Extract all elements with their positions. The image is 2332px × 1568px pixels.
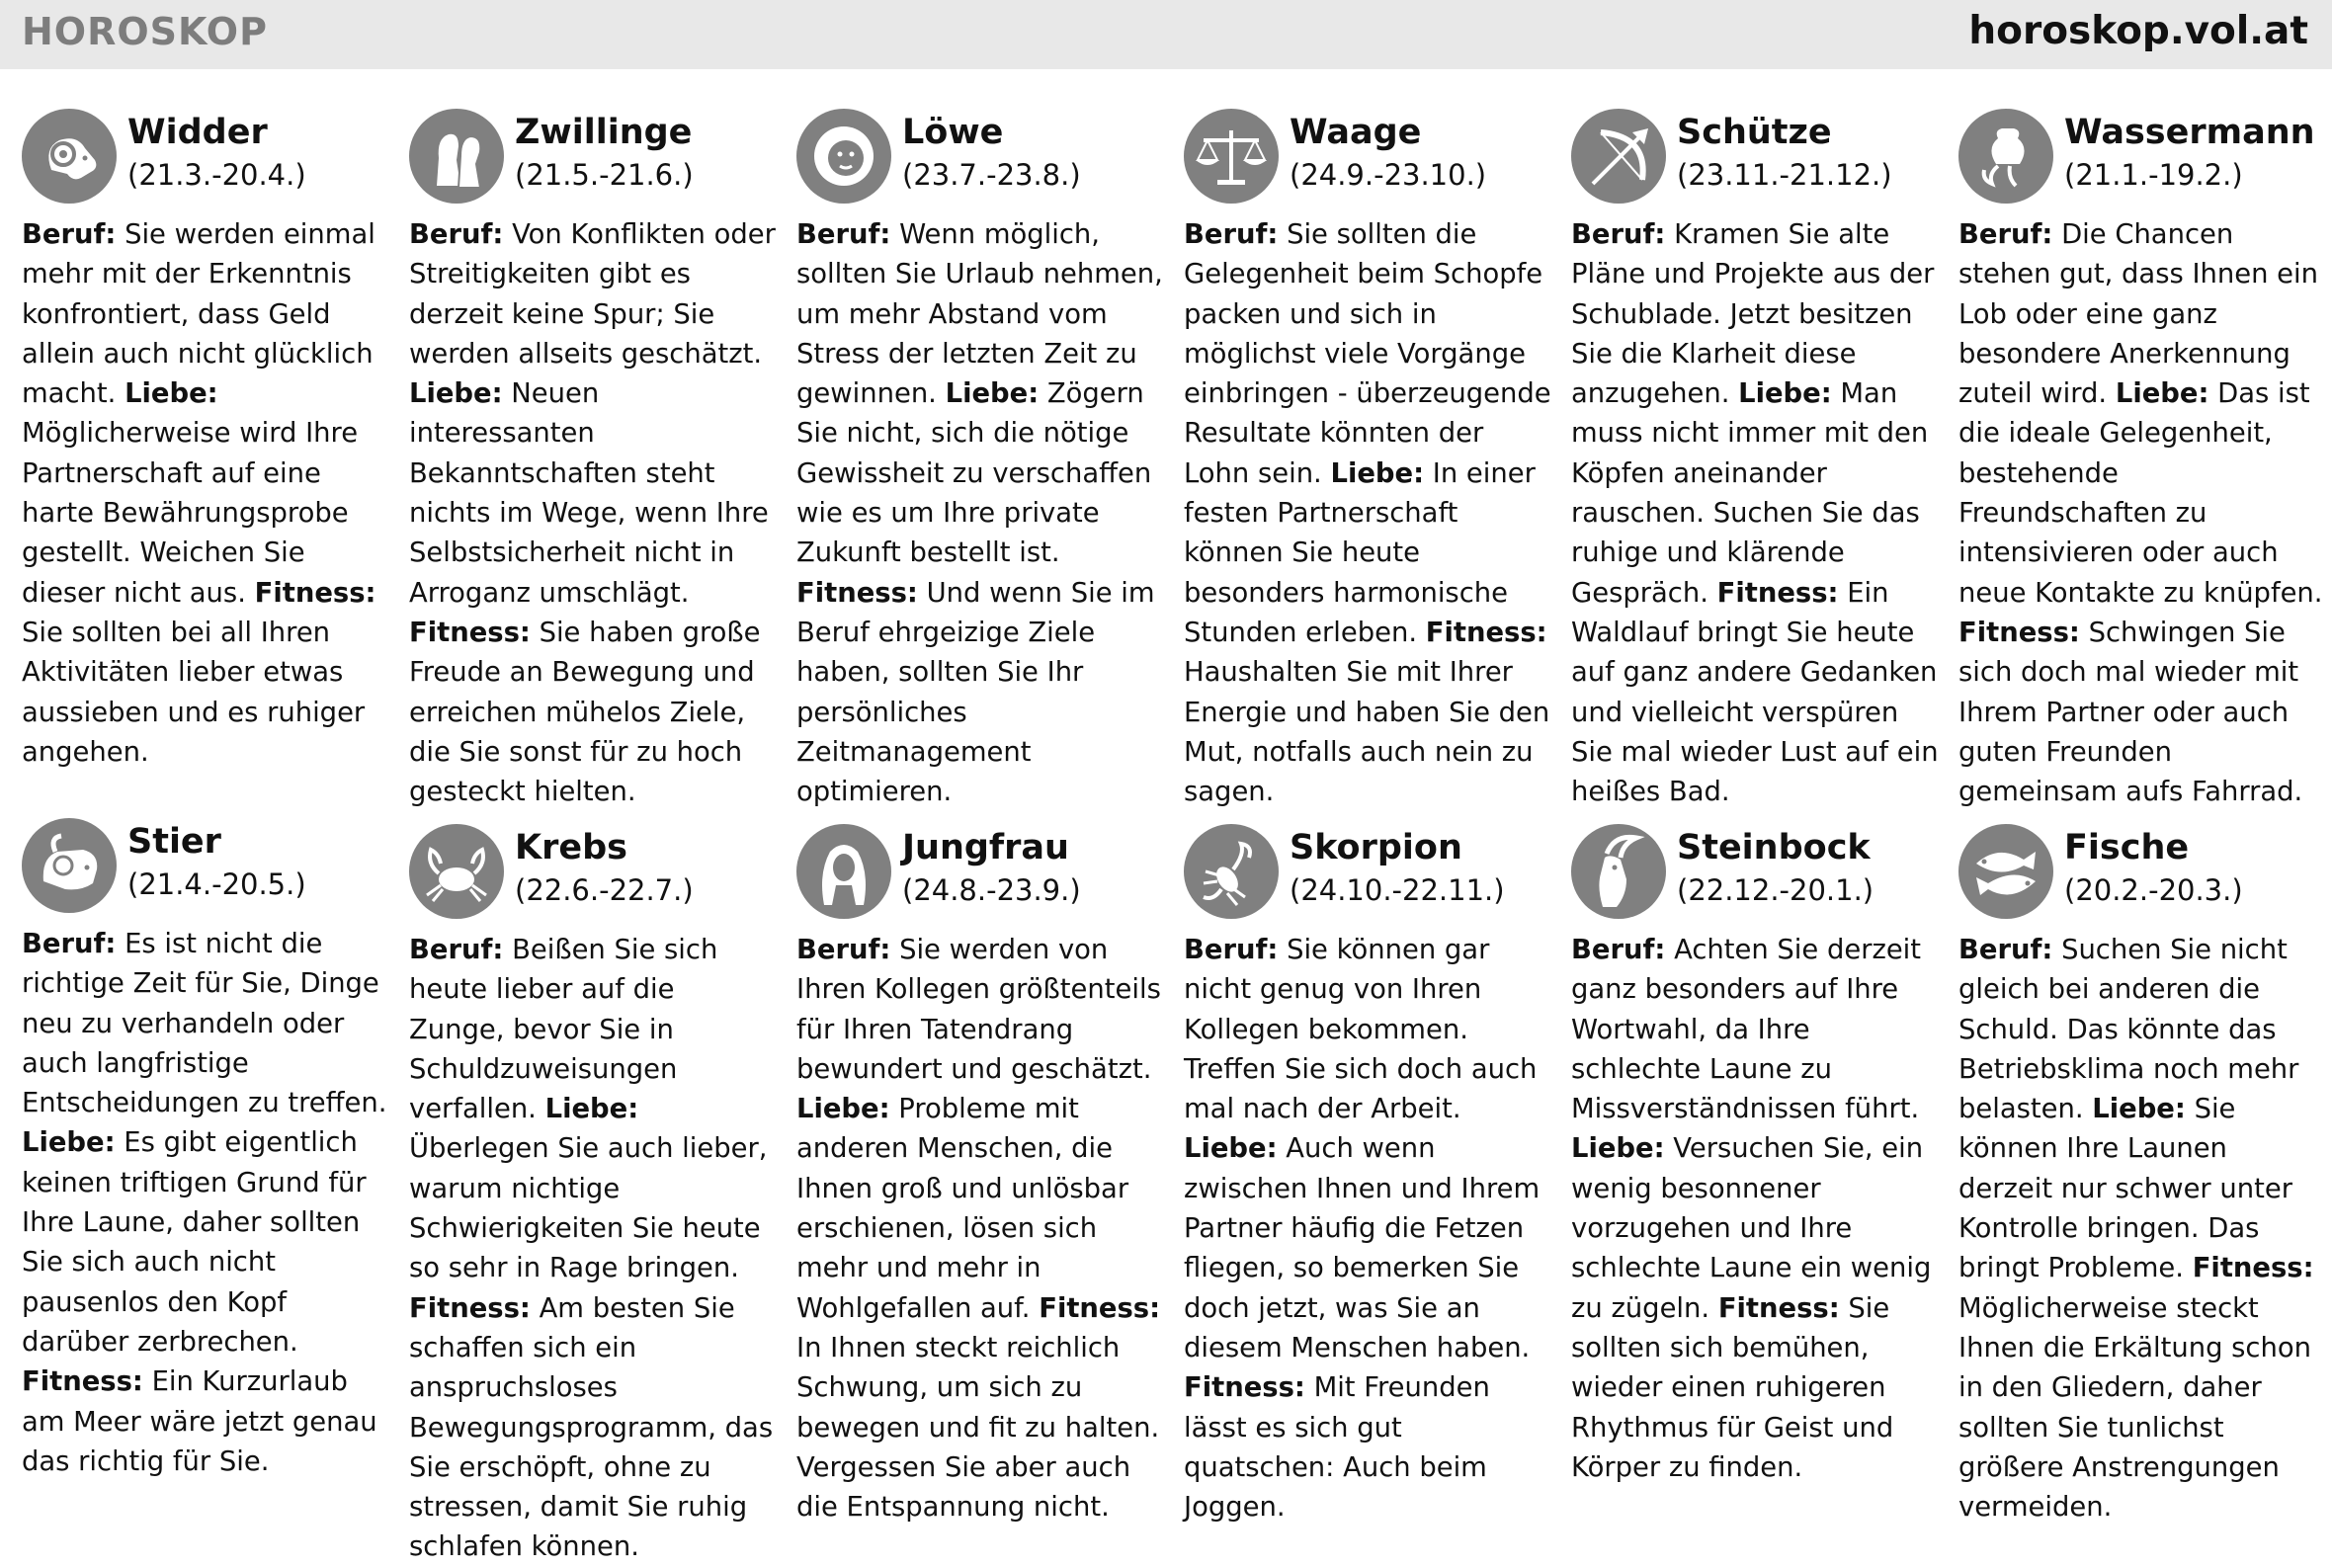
fitness-text: Ein Waldlauf bringt Sie heute auf ganz andere Gedanken und vielleicht verspüren Sie mal wieder Lust auf ein heißes Bad. — [1571, 577, 1939, 808]
sign-card-stier — [22, 818, 389, 1482]
gemini-twins-icon — [409, 109, 504, 204]
virgo-maiden-icon — [796, 824, 891, 919]
love-label: Liebe: — [2115, 378, 2209, 410]
sign-card-widder — [22, 109, 389, 773]
sign-card-zwillinge — [409, 109, 777, 812]
job-text: Wenn möglich, sollten Sie Urlaub nehmen, um mehr Abstand vom Stress der letzten Zeit zu gewinnen. — [796, 219, 1163, 410]
sign-header — [1958, 824, 2326, 931]
love-text: Zögern Sie nicht, sich die nötige Gewissheit zu verschaffen wie es um Ihre private Zukunft bestellt ist. — [796, 378, 1152, 569]
sign-card-jungfrau — [796, 824, 1164, 1527]
love-text: Das ist die ideale Gelegenheit, bestehende Freundschaften zu intensivieren oder auch neue Kontakte zu knüpfen. — [1958, 378, 2323, 609]
fitness-text: Und wenn Sie im Beruf ehrgeizige Ziele haben, sollten Sie Ihr persönliches Zeitmanagement optimieren. — [796, 577, 1155, 808]
sign-name: Schütze — [1677, 113, 1832, 152]
fitness-label: Fitness: — [1184, 1372, 1305, 1404]
job-label: Beruf: — [22, 219, 117, 250]
sign-name: Löwe — [902, 113, 1004, 152]
sign-header — [1571, 109, 1939, 215]
love-label: Liebe: — [2092, 1094, 2186, 1125]
fitness-label: Fitness: — [22, 1366, 143, 1398]
love-label: Liebe: — [1184, 1133, 1278, 1165]
sign-header — [1958, 109, 2326, 215]
sign-header — [1571, 824, 1939, 931]
love-text: Überlegen Sie auch lieber, warum nichtige Schwierigkeiten Sie heute so sehr in Rage bringen. — [409, 1133, 768, 1284]
fitness-label: Fitness: — [254, 577, 376, 609]
sign-name: Steinbock — [1677, 828, 1871, 867]
sign-name: Skorpion — [1290, 828, 1462, 867]
sign-dates: (23.11.-21.12.) — [1677, 158, 1892, 192]
sign-name: Fische — [2064, 828, 2190, 867]
sign-text — [409, 215, 777, 812]
fitness-label: Fitness: — [1039, 1292, 1161, 1324]
sign-dates: (21.1.-19.2.) — [2064, 158, 2243, 192]
sign-header — [796, 109, 1164, 215]
job-label: Beruf: — [1958, 935, 2053, 965]
fitness-label: Fitness: — [409, 1292, 531, 1324]
pisces-fish-icon — [1958, 824, 2053, 919]
job-label: Beruf: — [409, 219, 504, 250]
job-text: Die Chancen stehen gut, dass Ihnen ein Lob oder eine ganz besondere Anerkennung zuteil wird. — [1958, 219, 2318, 410]
love-label: Liebe: — [1571, 1133, 1665, 1165]
fitness-label: Fitness: — [2192, 1253, 2314, 1284]
love-label: Liebe: — [125, 378, 218, 410]
fitness-label: Fitness: — [1958, 617, 2080, 648]
fitness-label: Fitness: — [1716, 577, 1839, 609]
sign-text — [796, 931, 1164, 1527]
fitness-text: Haushalten Sie mit Ihrer Energie und haben Sie den Mut, notfalls auch nein zu sagen. — [1184, 657, 1550, 808]
sign-name: Wassermann — [2064, 113, 2315, 152]
fitness-text: In Ihnen steckt reichlich Schwung, um sich zu bewegen und fit zu halten. Vergessen Sie aber auch die Entspannung nicht. — [796, 1332, 1160, 1524]
love-text: Es gibt eigentlich keinen triftigen Grund für Ihre Laune, daher sollten Sie sich auch nicht pausenlos den Kopf darüber zerbrechen. — [22, 1127, 367, 1358]
taurus-bull-icon — [22, 818, 117, 913]
fitness-label: Fitness: — [409, 617, 531, 648]
sign-card-schuetze — [1571, 109, 1939, 812]
sign-card-krebs — [409, 824, 777, 1568]
job-label: Beruf: — [796, 219, 891, 250]
job-label: Beruf: — [1184, 219, 1279, 250]
love-label: Liebe: — [945, 378, 1040, 410]
capricorn-goat-icon — [1571, 824, 1666, 919]
job-label: Beruf: — [1571, 935, 1666, 965]
sign-header — [1184, 824, 1551, 931]
love-label: Liebe: — [544, 1094, 639, 1125]
job-text: Sie sollten die Gelegenheit beim Schopfe packen und sich in möglichst viele Vorgänge einbringen - überzeugende Resultate könnten der Lohn sein. — [1184, 219, 1551, 489]
sign-text — [1184, 931, 1551, 1527]
sign-text — [22, 215, 389, 773]
sign-dates: (21.4.-20.5.) — [127, 867, 306, 901]
sign-dates: (21.3.-20.4.) — [127, 158, 306, 192]
job-text: Achten Sie derzeit ganz besonders auf Ihre Wortwahl, da Ihre schlechte Laune zu Missverständnissen führt. — [1571, 935, 1922, 1125]
love-label: Liebe: — [796, 1094, 890, 1125]
fitness-text: Sie sollten bei all Ihren Aktivitäten lieber etwas aussieben und es ruhiger angehen. — [22, 617, 366, 768]
sign-header — [409, 824, 777, 931]
sign-dates: (24.9.-23.10.) — [1290, 158, 1487, 192]
love-text: In einer festen Partnerschaft können Sie heute besonders harmonische Stunden erleben. — [1184, 457, 1536, 648]
sign-text — [1958, 215, 2326, 812]
sign-name: Widder — [127, 113, 268, 152]
sign-dates: (24.10.-22.11.) — [1290, 873, 1505, 907]
sign-name: Krebs — [515, 828, 628, 867]
job-text: Suchen Sie nicht gleich bei anderen die Schuld. Das könnte das Betriebsklima noch mehr belasten. — [1958, 935, 2299, 1125]
sign-header — [22, 109, 389, 215]
job-label: Beruf: — [1958, 219, 2053, 250]
love-text: Sie können Ihre Launen derzeit nur schwer unter Kontrolle bringen. Das bringt Probleme. — [1958, 1094, 2292, 1284]
sign-name: Waage — [1290, 113, 1422, 152]
fitness-text: Mit Freunden lässt es sich gut quatschen: Auch beim Joggen. — [1184, 1372, 1490, 1524]
fitness-label: Fitness: — [796, 577, 918, 609]
scorpio-scorpion-icon — [1184, 824, 1279, 919]
sign-dates: (23.7.-23.8.) — [902, 158, 1081, 192]
aries-ram-icon — [22, 109, 117, 204]
sign-dates: (21.5.-21.6.) — [515, 158, 694, 192]
job-text: Sie können gar nicht genug von Ihren Kollegen bekommen. Treffen Sie sich doch auch mal nach der Arbeit. — [1184, 935, 1538, 1125]
job-label: Beruf: — [796, 935, 891, 965]
love-text: Neuen interessanten Bekanntschaften steht nichts im Wege, wenn Ihre Selbstsicherheit nicht in Arroganz umschlägt. — [409, 378, 769, 609]
fitness-text: Möglicherweise steckt Ihnen die Erkältung schon in den Gliedern, daher sollten Sie tunlichst größere Anstrengungen vermeiden. — [1958, 1292, 2311, 1524]
love-label: Liebe: — [409, 378, 503, 410]
fitness-label: Fitness: — [1425, 617, 1547, 648]
sign-header — [796, 824, 1164, 931]
sign-text — [1184, 215, 1551, 812]
sign-card-wassermann — [1958, 109, 2326, 812]
aquarius-jug-icon — [1958, 109, 2053, 204]
sign-text — [1958, 931, 2326, 1527]
sign-card-skorpion — [1184, 824, 1551, 1527]
job-label: Beruf: — [409, 935, 504, 965]
sign-card-waage — [1184, 109, 1551, 812]
sign-text — [1571, 215, 1939, 812]
job-label: Beruf: — [22, 929, 117, 959]
sign-card-loewe — [796, 109, 1164, 812]
love-label: Liebe: — [1738, 378, 1832, 410]
job-text: Von Konflikten oder Streitigkeiten gibt es derzeit keine Spur; Sie werden allseits geschätzt. — [409, 219, 776, 370]
love-text: Probleme mit anderen Menschen, die Ihnen groß und unlösbar erschienen, lösen sich mehr und mehr in Wohlgefallen auf. — [796, 1094, 1129, 1324]
job-text: Beißen Sie sich heute lieber auf die Zunge, bevor Sie in Schuldzuweisungen verfallen. — [409, 935, 718, 1125]
love-text: Auch wenn zwischen Ihnen und Ihrem Partner häufig die Fetzen fliegen, so bemerken Sie doch jetzt, was Sie an diesem Menschen haben. — [1184, 1133, 1541, 1363]
fitness-label: Fitness: — [1717, 1292, 1840, 1324]
sign-dates: (24.8.-23.9.) — [902, 873, 1081, 907]
cancer-crab-icon — [409, 824, 504, 919]
job-text: Es ist nicht die richtige Zeit für Sie, Dinge neu zu verhandeln oder auch langfristige Entscheidungen zu treffen. — [22, 929, 387, 1119]
sagittarius-bow-icon — [1571, 109, 1666, 204]
fitness-text: Sie haben große Freude an Bewegung und erreichen mühelos Ziele, die Sie sonst für zu hoch gesteckt hielten. — [409, 617, 761, 808]
sign-text — [22, 925, 389, 1482]
love-text: Möglicherweise wird Ihre Partnerschaft auf eine harte Bewährungsprobe gestellt. Weichen Sie dieser nicht aus. — [22, 418, 359, 609]
sign-name: Stier — [127, 822, 221, 862]
sign-text — [796, 215, 1164, 812]
sign-name: Jungfrau — [902, 828, 1069, 867]
love-label: Liebe: — [1330, 457, 1425, 489]
sign-text — [409, 931, 777, 1568]
libra-scales-icon — [1184, 109, 1279, 204]
sign-text — [1571, 931, 1939, 1488]
fitness-text: Am besten Sie schaffen sich ein anspruchsloses Bewegungsprogramm, das Sie erschöpft, ohne zu stressen, damit Sie ruhig schlafen können. — [409, 1292, 774, 1563]
section-title: HOROSKOP — [22, 10, 268, 53]
job-text: Sie werden von Ihren Kollegen größtenteils für Ihren Tatendrang bewundert und geschätzt. — [796, 935, 1161, 1085]
fitness-text: Ein Kurzurlaub am Meer wäre jetzt genau das richtig für Sie. — [22, 1366, 377, 1477]
fitness-text: Sie sollten sich bemühen, wieder einen ruhigeren Rhythmus für Geist und Körper zu finden. — [1571, 1292, 1894, 1483]
sign-name: Zwillinge — [515, 113, 693, 152]
job-text: Kramen Sie alte Pläne und Projekte aus der Schublade. Jetzt besitzen Sie die Klarheit diese anzugehen. — [1571, 219, 1935, 410]
love-label: Liebe: — [22, 1127, 116, 1159]
love-text: Versuchen Sie, ein wenig besonnener vorzugehen und Ihre schlechte Laune ein wenig zu zügeln. — [1571, 1133, 1932, 1324]
sign-header — [1184, 109, 1551, 215]
sign-header — [22, 818, 389, 925]
love-text: Man muss nicht immer mit den Köpfen aneinander rauschen. Suchen Sie das ruhige und klärende Gespräch. — [1571, 378, 1929, 609]
sign-card-fische — [1958, 824, 2326, 1527]
job-text: Sie werden einmal mehr mit der Erkenntnis konfrontiert, dass Geld allein auch nicht glücklich macht. — [22, 219, 375, 410]
site-url[interactable]: horoskop.vol.at — [1968, 9, 2308, 53]
sign-dates: (20.2.-20.3.) — [2064, 873, 2243, 907]
job-label: Beruf: — [1571, 219, 1666, 250]
fitness-text: Schwingen Sie sich doch mal wieder mit Ihrem Partner oder auch guten Freunden gemeinsam aufs Fahrrad. — [1958, 617, 2303, 808]
leo-lion-icon — [796, 109, 891, 204]
sign-dates: (22.12.-20.1.) — [1677, 873, 1874, 907]
sign-dates: (22.6.-22.7.) — [515, 873, 694, 907]
sign-card-steinbock — [1571, 824, 1939, 1488]
sign-header — [409, 109, 777, 215]
job-label: Beruf: — [1184, 935, 1279, 965]
